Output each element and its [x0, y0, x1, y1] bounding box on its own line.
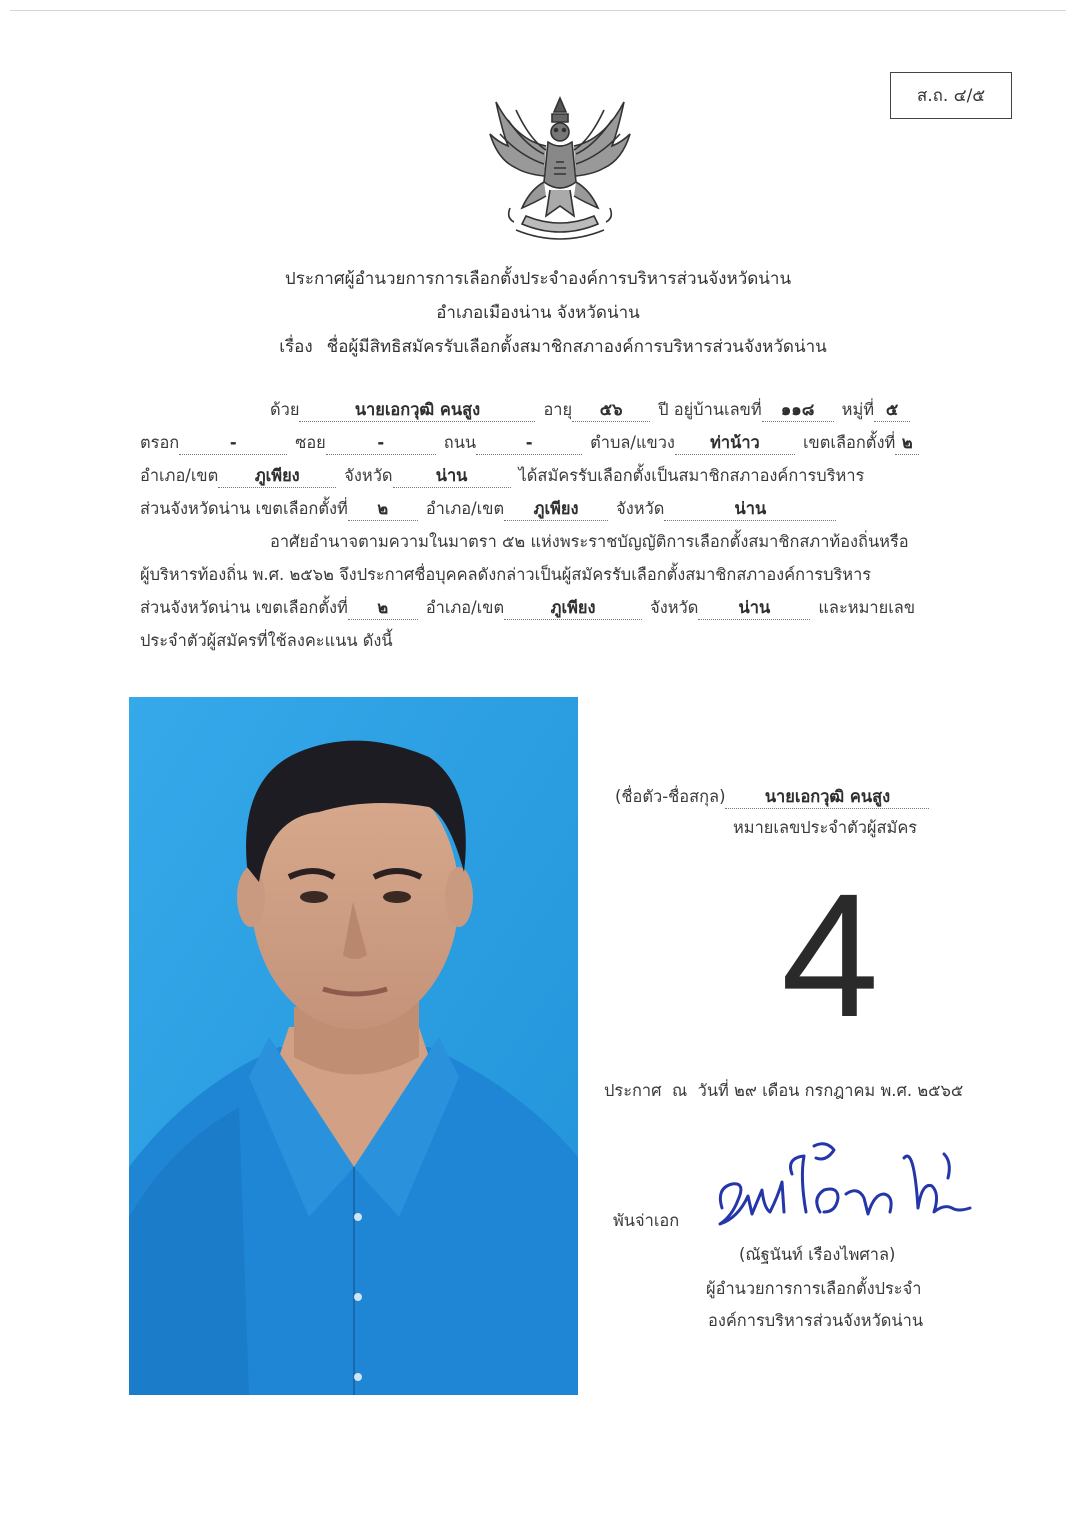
signer-rank: พันจ่าเอก	[613, 1211, 680, 1230]
province-field: น่าน	[664, 498, 836, 521]
name-label: (ชื่อตัว-ชื่อสกุล)	[615, 787, 726, 806]
district-number-field: ๒	[895, 432, 919, 455]
label-text: ได้สมัครรับเลือกตั้งเป็นสมาชิกสภาองค์การบริหาร	[518, 466, 865, 485]
amphoe-field: ภูเพียง	[504, 597, 642, 620]
label-text: จังหวัด	[344, 466, 393, 485]
candidate-name-line	[615, 784, 929, 810]
label-text: ส่วนจังหวัดน่าน เขตเลือกตั้งที่	[140, 598, 348, 617]
header-subject	[0, 330, 1076, 364]
province-field: น่าน	[698, 597, 810, 620]
label-text: ณ	[671, 1081, 688, 1100]
signature-image	[708, 1138, 988, 1238]
amphoe-field: ภูเพียง	[504, 498, 608, 521]
label-text: ตำบล/แขวง	[590, 433, 675, 452]
announcement-header	[0, 262, 1076, 364]
soi-field: -	[326, 432, 436, 455]
label-text: ด้วย	[270, 400, 300, 419]
announcement-date	[604, 1078, 963, 1104]
signer-name: (ณัฐนันท์ เรืองไพศาล)	[739, 1245, 896, 1264]
body-line-8: ประจำตัวผู้สมัครที่ใช้ลงคะแนน ดังนี้	[140, 631, 393, 650]
district-number-field: ๒	[348, 597, 418, 620]
label-text: จังหวัด	[650, 598, 699, 617]
body-line-2	[140, 428, 919, 458]
signer-position-line-2: องค์การบริหารส่วนจังหวัดน่าน	[708, 1311, 924, 1330]
body-line-7	[140, 593, 915, 623]
label-text: หมู่ที่	[841, 400, 875, 419]
label-text: อำเภอ/เขต	[140, 466, 219, 485]
label-text: ตรอก	[140, 433, 180, 452]
body-line-3	[140, 461, 864, 491]
body-line-5: อาศัยอำนาจตามความในมาตรา ๕๒ แห่งพระราชบัญญัติการเลือกตั้งสมาชิกสภาท้องถิ่นหรือ	[270, 532, 909, 551]
tambon-field: ท่าน้าว	[675, 432, 795, 455]
province-field: น่าน	[393, 465, 511, 488]
label-text: อำเภอ/เขต	[425, 598, 505, 617]
label-text: เขตเลือกตั้งที่	[802, 433, 896, 452]
subject-text: ชื่อผู้มีสิทธิสมัครรับเลือกตั้งสมาชิกสภาองค์การบริหารส่วนจังหวัดน่าน	[326, 337, 827, 357]
date-year: ๒๕๖๕	[917, 1081, 964, 1100]
label-text: เดือน	[762, 1081, 800, 1100]
header-title: ประกาศผู้อำนวยการการเลือกตั้งประจำองค์การบริหารส่วนจังหวัดน่าน	[284, 269, 792, 289]
label-text: ประกาศ	[604, 1081, 662, 1100]
date-month: กรกฎาคม	[804, 1081, 876, 1100]
label-text: วันที่	[697, 1081, 729, 1100]
form-code-box	[890, 72, 1012, 119]
page-edge	[10, 10, 1066, 11]
house-number-field: ๑๑๘	[762, 399, 834, 422]
label-text: พ.ศ.	[880, 1081, 913, 1100]
body-line-6: ผู้บริหารท้องถิ่น พ.ศ. ๒๕๖๒ จึงประกาศชื่อบุคคลดังกล่าวเป็นผู้สมัครรับเลือกตั้งสมาชิกสภาองค์การบริหาร	[140, 565, 872, 584]
date-day: ๒๙	[734, 1081, 757, 1100]
moo-field: ๕	[874, 399, 910, 422]
candidate-name-field: นายเอกวุฒิ คนสูง	[299, 399, 535, 422]
amphoe-field: ภูเพียง	[218, 465, 336, 488]
candidate-name-field: นายเอกวุฒิ คนสูง	[725, 786, 929, 809]
age-field: ๕๖	[572, 399, 650, 422]
signer-position-line-1: ผู้อำนวยการการเลือกตั้งประจำ	[706, 1279, 922, 1298]
label-text: ซอย	[295, 433, 326, 452]
road-field: -	[476, 432, 582, 455]
subject-label: เรื่อง	[279, 337, 313, 357]
label-text: ปี อยู่บ้านเลขที่	[658, 400, 762, 419]
candidate-photo	[129, 697, 578, 1395]
candidate-number-label: หมายเลขประจำตัวผู้สมัคร	[733, 818, 918, 837]
label-text: อายุ	[543, 400, 573, 419]
garuda-emblem-icon	[486, 90, 634, 248]
form-code: ส.ถ. ๔/๕	[916, 86, 986, 106]
body-line-1	[270, 395, 910, 425]
district-number-field: ๒	[348, 498, 418, 521]
label-text: ส่วนจังหวัดน่าน เขตเลือกตั้งที่	[140, 499, 348, 518]
body-line-4	[140, 494, 836, 524]
header-location: อำเภอเมืองน่าน จังหวัดน่าน	[436, 303, 640, 323]
label-text: และหมายเลข	[818, 598, 916, 617]
label-text: ถนน	[443, 433, 477, 452]
trok-field: -	[179, 432, 287, 455]
label-text: อำเภอ/เขต	[425, 499, 505, 518]
candidate-number: 4	[781, 858, 879, 1054]
label-text: จังหวัด	[616, 499, 665, 518]
